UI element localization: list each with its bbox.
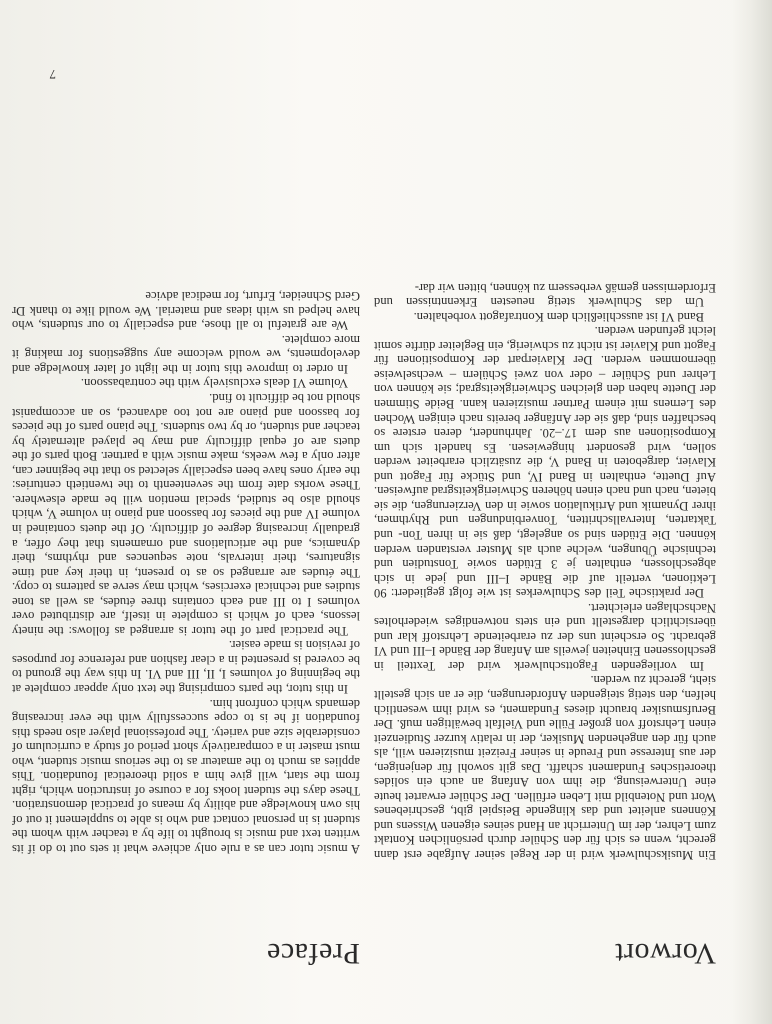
german-paragraph-1: Ein Musikschulwerk wird in der Regel seiner Aufgabe erst dann gerecht, wenn es sich für den Schüler durch persönlichen Kontakt zum Lehrer, der im Unterricht an Hand seines eigenen Wissens und Könnens anleitet und das klingende Beispiel gibt, geschriebenes Wort und Notenbild mit Leben erfüllen. Der Schüler erwartet heute eine Unterweisung, die ihm von Anfang an auch ein solides theoretisches Fundament schafft. Das gilt sowohl für denjenigen, der aus Interesse und Freude in seiner Freizeit musizieren will, als auch für den angehenden Musiker, der in relativ kurzer Studienzeit einen Lehrstoff von großer Fülle und Vielfalt bewältigen muß. Der Berufsmusiker braucht dieses Fundament, es wird ihm wesentlich helfen, den stetig steigenden Anforderungen, die er an sich gestellt sieht, gerecht zu werden. xyxy=(374,673,716,862)
german-paragraph-4: Band VI ist ausschließlich dem Kontrafagott vorbehalten. xyxy=(413,309,704,324)
german-text-column xyxy=(374,280,716,862)
binding-gutter xyxy=(732,0,772,1024)
german-paragraph-3: Der praktische Teil des Schulwerkes ist wie folgt gegliedert: 90 Lektionen, verteilt auf die Bände I–III und jede in sich abgeschlossen, enthalten je 3 Etüden sowie Tonstudien und technische Übungen, welche auch als Muster verstanden werden können. Die Etüden sind so angelegt, daß sie in ihren Ton- und Taktarten, Intervallschritten, Tonverbindungen und Rhythmen, ihrer Dynamik und Artikulation sowie in den Verzierungen, die sie bieten, nach und nach einen höheren Schwierigkeitsgrad aufweisen. Auf Duette, enthalten in Band IV, und Stücke für Fagott und Klavier, dargeboten in Band V, die zusätzlich erarbeitet werden sollen, wird gesondert hingewiesen. Es handelt sich um Kompositionen aus dem 17.–20. Jahrhundert, deren erstere so beschaffen sind, daß sie der Anfänger bereits nach einigen Wochen des Lernens mit einem Partner musizieren kann. Beide Stimmen der Duette haben den gleichen Schwierigkeitsgrad; sie können von Lehrer und Schüler – oder von zwei Schülern – wechselweise übernommen werden. Der Klavierpart der Kompositionen für Fagott und Klavier ist nicht zu schwierig, ein Begleiter dürfte somit leicht gefunden werden. xyxy=(374,324,716,601)
english-paragraph-2: In this tutor, the parts comprising the text only appear complete at the beginning of volumes I, II, III and VI. In this way the ground to be covered is presented in a clear fashion and reference for purposes of revision is made easier. xyxy=(12,638,360,696)
page-number: 7 xyxy=(49,67,56,82)
english-paragraph-4: Volume VI deals exclusively with the contrabassoon. xyxy=(80,376,348,391)
german-paragraph-5: Um das Schulwerk stetig neuesten Erkenntnissen und Erfordernissen gemäß verbessern zu können, bitten wir dar- xyxy=(374,280,716,310)
german-paragraph-2: Im vorliegenden Fagottschulwerk wird der Textteil in geschlossenen Einheiten jeweils am Anfang der Bände I–III und VI gebracht. So erscheint uns der zu erarbeitende Lehrstoff klar und übersichtlich dargestellt und ein stets notwendiges wiederholtes Nachschlagen erleichtert. xyxy=(374,600,716,673)
heading-preface: Preface xyxy=(266,937,360,970)
english-paragraph-5: In order to improve this tutor in the light of later knowledge and developments, we would welcome any suggestions for making it more complete. xyxy=(12,332,360,376)
english-paragraph-1: A music tutor can as a rule only achieve what it sets out to do if its written text and music is brought to life by a teacher with whom the student is in personal contact and who is able to supplement it out of his own knowledge and ability by means of practical demonstration. These days the student looks for a course of instruction which, right from the start, will give him a solid theoretical foundation. This applies as much to the amateur as to the serious music student, who must master in a comparatively short period of study a curriculum of considerable size and variety. The professional player also needs this foundation if he is to cope successfully with the ever increasing demands which confront him. xyxy=(12,696,360,856)
heading-vorwort: Vorwort xyxy=(614,937,716,970)
english-paragraph-6: We are grateful to all those, and especially to our students, who have helped us with ideas and material. We would like to thank Dr Gerd Schneider, Erfurt, for medical advice xyxy=(12,289,360,333)
english-paragraph-3: The practical part of the tutor is arranged as follows: the ninety lessons, each of which is complete in itself, are distributed over volumes I to III and each contains three études, as well as tone studies and technical exercises, which may serve as patterns to copy. The études are arranged so as to present, in their key and time signatures, their intervals, note sequences and rhythms, their dynamics, and the articulations and ornaments that they offer, a gradually increasing degree of difficulty. Of the duets contained in volume IV and the pieces for bassoon and piano in volume V, which should also be studied, special mention will be made elsewhere. These works date from the seventeenth to the twentieth centuries: the early ones have been especially selected so that the beginner can, after only a few weeks, make music with a partner. Both parts of the duets are of equal difficulty and may be played alternately by teacher and student, or by two students. The piano parts of the pieces for bassoon and piano are not too advanced, so an accompanist should not be difficult to find. xyxy=(12,391,360,638)
english-text-column xyxy=(12,289,360,856)
